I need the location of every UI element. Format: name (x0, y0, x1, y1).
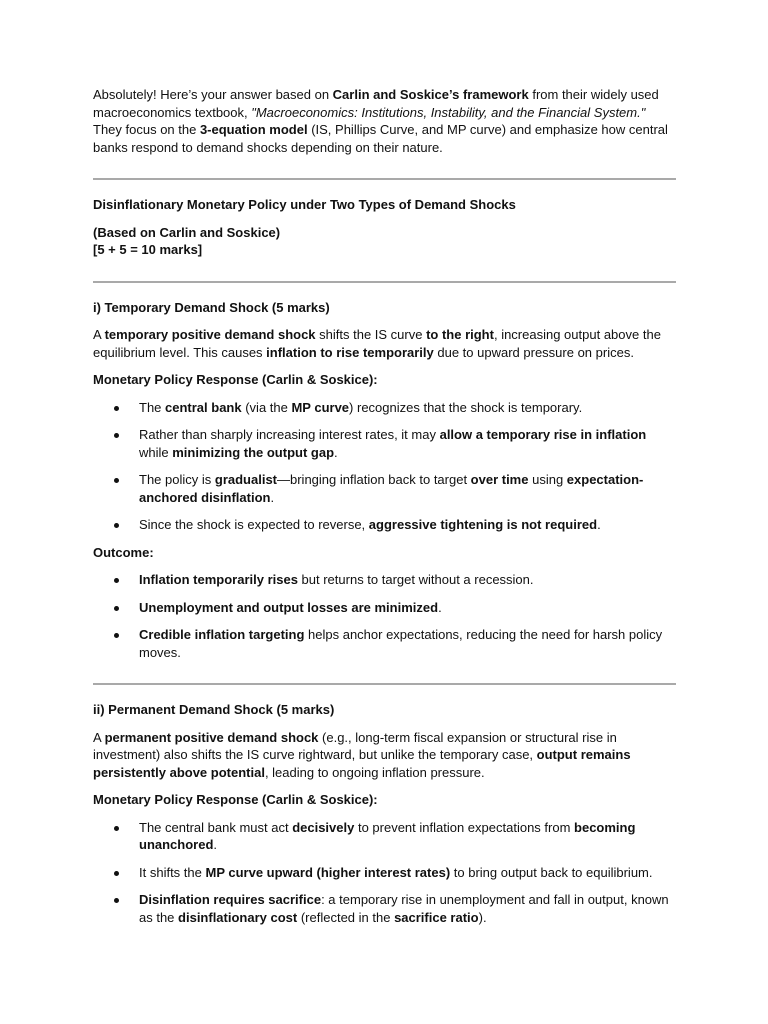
list-item (93, 571, 676, 589)
section-heading-permanent: ii) Permanent Demand Shock (5 marks) (93, 702, 335, 717)
subheading-policy-response: Monetary Policy Response (Carlin & Soskice): (93, 792, 378, 807)
list-item (93, 626, 676, 661)
bullet-icon (114, 433, 119, 438)
list-item (93, 864, 676, 882)
bold-text: disinflationary cost (178, 909, 298, 925)
list-item (93, 399, 676, 417)
list-item (93, 426, 676, 461)
divider (93, 178, 676, 180)
intro-text: They focus on the (93, 122, 200, 137)
document-basis: (Based on Carlin and Soskice) (93, 224, 281, 240)
bullet-list (93, 819, 676, 927)
divider (93, 281, 676, 283)
bold-text: becoming unanchored (139, 819, 636, 852)
text: . (213, 837, 218, 852)
subheading-outcome: Outcome: (93, 544, 154, 560)
bullet-icon (114, 871, 119, 876)
bold-text: sacrifice ratio (394, 909, 479, 925)
text: , increasing output above the equilibrium level. This causes (93, 327, 661, 360)
text: to prevent inflation expectations from (354, 819, 575, 835)
bold-text: minimizing the output gap (172, 444, 335, 460)
bold-text: central bank (165, 399, 242, 415)
list-item (93, 516, 676, 534)
text: The central bank must act (139, 819, 293, 835)
bold-text: over time (470, 472, 529, 487)
bullet-icon (114, 523, 119, 528)
text: but returns to target without a recession. (297, 572, 534, 587)
document-title: Disinflationary Monetary Policy under Two Types of Demand Shocks (93, 197, 516, 212)
text: It shifts the (139, 864, 206, 880)
text: . (270, 489, 275, 505)
text: The (139, 399, 166, 415)
intro-book-title: "Macroeconomics: Institutions, Instability, and the Financial System." (251, 104, 646, 120)
text: (reflected in the (297, 909, 395, 925)
list-item (93, 599, 676, 617)
text: . (438, 599, 442, 615)
intro-bold-model: 3-equation model (199, 122, 308, 137)
text: . (597, 517, 601, 532)
intro-text: Absolutely! Here’s your answer based on (93, 87, 333, 102)
section-paragraph (93, 729, 676, 782)
bullet-list (93, 399, 676, 534)
text: shifts the IS curve (315, 327, 427, 342)
bold-text: inflation to rise temporarily (266, 344, 434, 360)
document-marks: [5 + 5 = 10 marks] (93, 242, 203, 257)
text: ). (478, 909, 487, 925)
bullet-icon (114, 826, 119, 831)
bold-text: Unemployment and output losses are minimized (139, 599, 439, 615)
list-item (93, 891, 676, 926)
bullet-icon (114, 633, 119, 638)
bullet-icon (114, 478, 119, 483)
bullet-icon (114, 406, 119, 411)
text: Rather than sharply increasing interest rates, it may (139, 427, 440, 442)
text: to bring output back to equilibrium. (450, 864, 653, 880)
text: The policy is (139, 472, 215, 487)
bold-text: to the right (426, 327, 494, 342)
bold-text: Credible inflation targeting (139, 627, 305, 642)
text: (e.g., long-term fiscal expansion or structural rise in investment) also shifts the IS curve rightward, but unlike the temporary case, (93, 729, 617, 762)
text: . (334, 444, 338, 460)
bold-text: Inflation temporarily rises (139, 572, 298, 587)
text: Since the shock is expected to reverse, (139, 517, 369, 532)
bullet-icon (114, 606, 119, 611)
divider (93, 683, 676, 685)
section-paragraph (93, 326, 676, 361)
list-item (93, 819, 676, 854)
bullet-icon (114, 898, 119, 903)
text: A (93, 729, 105, 745)
list-item (93, 471, 676, 506)
bullet-list (93, 571, 676, 661)
bold-text: MP curve upward (higher interest rates) (205, 864, 451, 880)
text: ) recognizes that the shock is temporary. (349, 399, 583, 415)
text: helps anchor expectations, reducing the need for harsh policy moves. (139, 627, 663, 660)
bold-text: expectation-anchored disinflation (139, 472, 644, 505)
bullet-icon (114, 578, 119, 583)
subheading-policy-response: Monetary Policy Response (Carlin & Soskice): (93, 372, 378, 387)
text: —bringing inflation back to target (277, 472, 471, 487)
bold-text: aggressive tightening is not required (368, 517, 598, 532)
section-heading-temporary: i) Temporary Demand Shock (5 marks) (93, 299, 330, 315)
bold-text: output remains persistently above potential (93, 747, 631, 780)
intro-text: (IS, Phillips Curve, and MP curve) and emphasize how central banks respond to demand shocks depending on their nature. (93, 122, 668, 155)
intro-text: from their widely used macroeconomics textbook, (93, 87, 659, 120)
text: : a temporary rise in unemployment and fall in output, known as the (139, 892, 669, 925)
bold-text: temporary positive demand shock (104, 327, 316, 342)
text: while (139, 444, 173, 460)
bold-text: decisively (292, 819, 355, 835)
intro-paragraph (93, 86, 676, 156)
text: using (528, 472, 567, 487)
intro-bold-framework: Carlin and Soskice’s framework (332, 87, 529, 102)
bold-text: gradualist (214, 472, 277, 487)
text: (via the (241, 399, 292, 415)
bold-text: MP curve (291, 399, 350, 415)
text: due to upward pressure on prices. (433, 344, 634, 360)
bold-text: allow a temporary rise in inflation (439, 427, 647, 442)
text: A (93, 327, 105, 342)
text: , leading to ongoing inflation pressure. (264, 764, 485, 780)
bold-text: permanent positive demand shock (104, 729, 319, 745)
bold-text: Disinflation requires sacrifice (139, 892, 322, 907)
